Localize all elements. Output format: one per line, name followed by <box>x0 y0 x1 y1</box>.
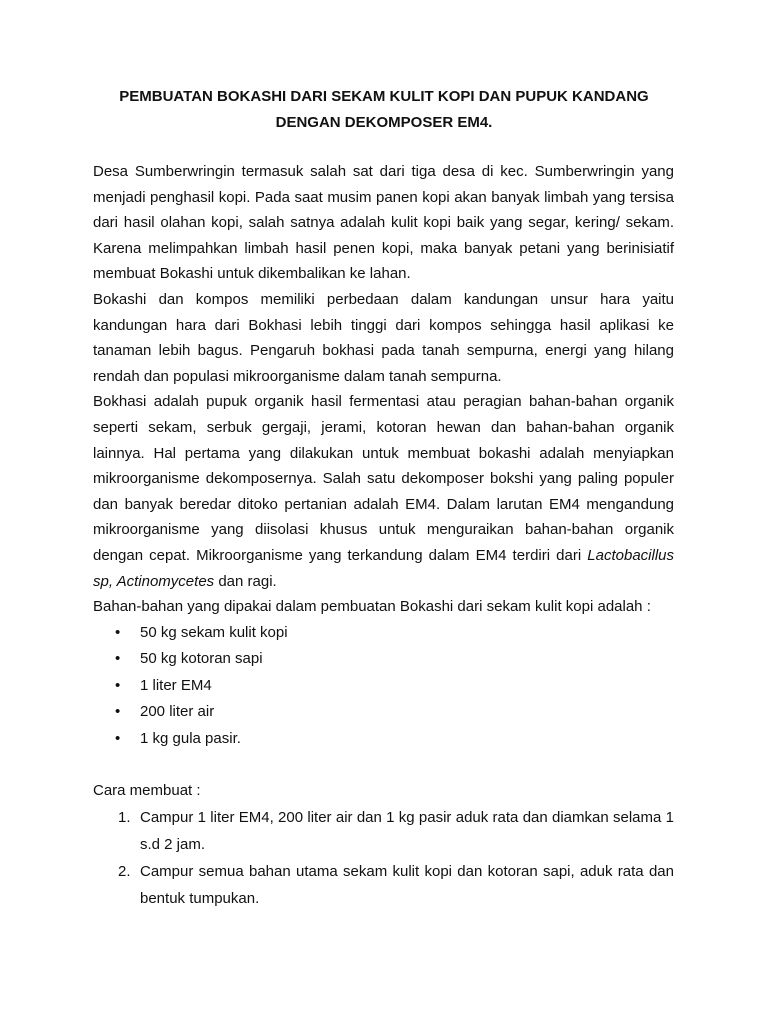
document-title <box>90 84 678 136</box>
list-item: • 50 kg sekam kulit kopi <box>93 620 674 647</box>
method-intro: Cara membuat : <box>93 782 201 800</box>
title-line-1: PEMBUATAN BOKASHI DARI SEKAM KULIT KOPI DAN PUPUK KANDANG <box>119 88 649 105</box>
step-number: 2. <box>118 862 131 880</box>
list-item: • 1 liter EM4 <box>93 673 674 700</box>
paragraph-definition-text: Bokhasi adalah pupuk organik hasil fermentasi atau peragian bahan-bahan organik seperti sekam, serbuk gergaji, jerami, kotoran hewan dan bahan-bahan organik lainnya. Hal pertama yang dilakukan untuk membuat bokashi adalah menyiapkan mikroorganisme dekomposernya. Salah satu dekomposer bokshi yang paling populer dan banyak beredar ditoko pertanian adalah EM4. Dalam larutan EM4 mengandung mikroorganisme yang diisolasi khusus untuk menguraikan bahan-bahan organik dengan cepat. Mikroorganisme yang terkandung dalam EM4 terdiri dari <box>93 393 674 564</box>
step-text: Campur 1 liter EM4, 200 liter air dan 1 kg pasir aduk rata dan diamkan selama 1 s.d 2 jam. <box>140 808 674 853</box>
step-item <box>93 858 674 912</box>
document-body <box>93 159 674 912</box>
paragraph-definition-end: dan ragi. <box>214 572 277 590</box>
paragraph-intro: Desa Sumberwringin termasuk salah sat dari tiga desa di kec. Sumberwringin yang menjadi penghasil kopi. Pada saat musim panen kopi akan banyak limbah yang tersisa dari hasil olahan kopi, salah satnya adalah kulit kopi baik yang segar, kering/ sekam. Karena melimpahkan limbah hasil penen kopi, maka banyak petani yang berinisiatif membuat Bokashi untuk dikembalikan ke lahan. <box>93 163 674 283</box>
paragraph-definition <box>93 389 674 594</box>
materials-intro: Bahan-bahan yang dipakai dalam pembuatan Bokashi dari sekam kulit kopi adalah : <box>93 598 651 616</box>
microorganism-names: Lactobacillus sp, Actinomycetes <box>93 546 674 590</box>
spacer <box>93 753 674 779</box>
method-steps <box>93 804 674 912</box>
paragraph-comparison: Bokashi dan kompos memiliki perbedaan dalam kandungan unsur hara yaitu kandungan hara dari Bokhasi lebih tinggi dari kompos sehingga hasil aplikasi ke tanaman lebih bagus. Pengaruh bokhasi pada tanah sempurna, energi yang hilang rendah dan populasi mikroorganisme dalam tanah sempurna. <box>93 290 674 385</box>
step-text: Campur semua bahan utama sekam kulit kopi dan kotoran sapi, aduk rata dan bentuk tumpukan. <box>140 862 674 907</box>
materials-list <box>93 620 674 753</box>
list-item: • 200 liter air <box>93 699 674 726</box>
title-line-2: DENGAN DEKOMPOSER EM4. <box>275 114 493 131</box>
list-item: • 1 kg gula pasir. <box>93 726 674 753</box>
step-item <box>93 804 674 858</box>
step-number: 1. <box>118 808 131 826</box>
list-item: • 50 kg kotoran sapi <box>93 646 674 673</box>
